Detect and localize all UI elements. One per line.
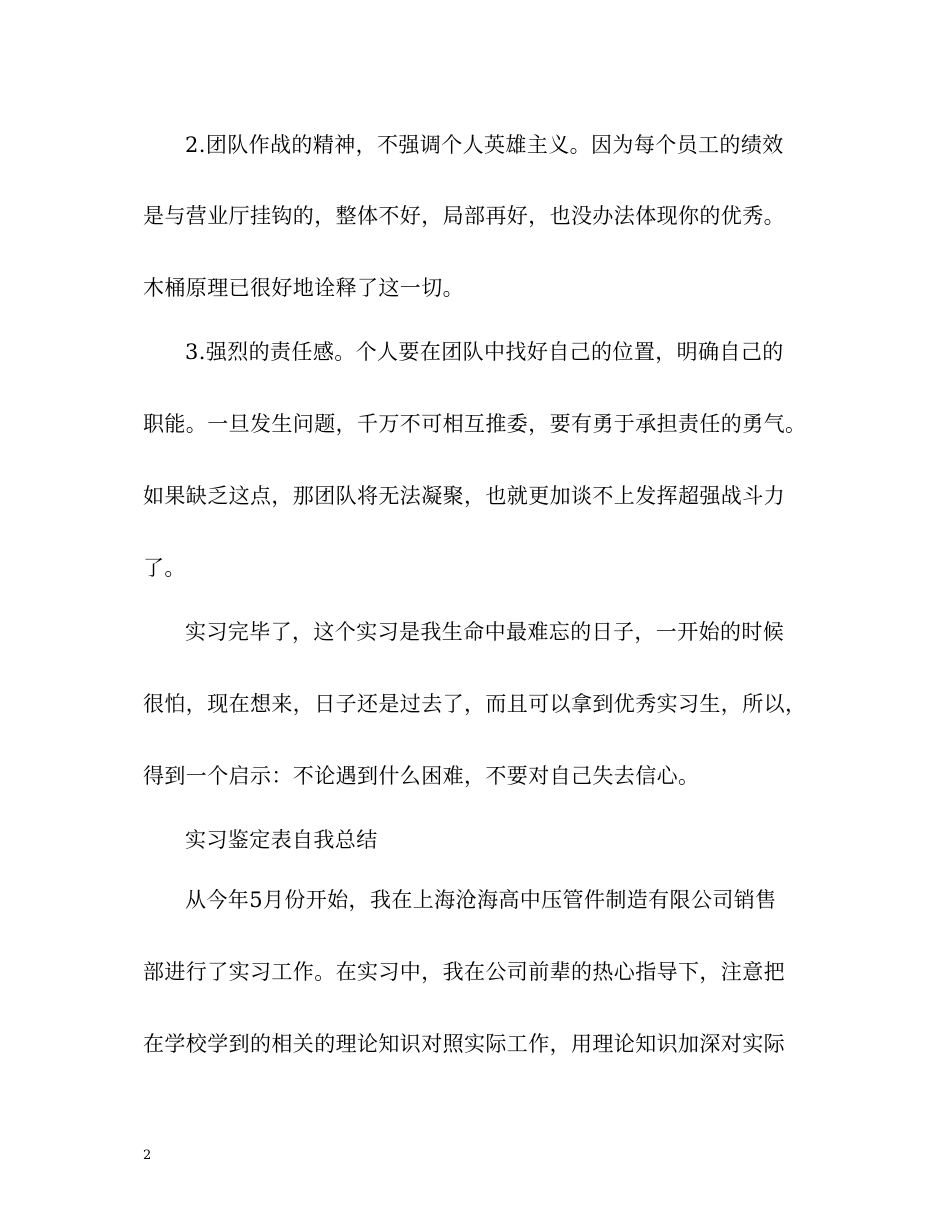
paragraph-conclusion-line-2: 很怕，现在想来，日子还是过去了，而且可以拿到优秀实习生，所以， (143, 692, 807, 716)
page-number: 2 (143, 1148, 152, 1163)
paragraph-responsibility-line-1: 3.强烈的责任感。个人要在团队中找好自己的位置，明确自己的 (185, 340, 784, 364)
paragraph-team-spirit-line-1: 2.团队作战的精神，不强调个人英雄主义。因为每个员工的绩效 (185, 133, 784, 157)
paragraph-internship-line-3: 在学校学到的相关的理论知识对照实际工作，用理论知识加深对实际 (143, 1032, 785, 1056)
paragraph-internship-line-2: 部进行了实习工作。在实习中，我在公司前辈的热心指导下，注意把 (143, 960, 785, 984)
paragraph-responsibility-line-2: 职能。一旦发生问题，千万不可相互推委，要有勇于承担责任的勇气。 (143, 412, 807, 436)
section-heading: 实习鉴定表自我总结 (185, 828, 378, 852)
paragraph-team-spirit-line-2: 是与营业厅挂钩的，整体不好，局部再好，也没办法体现你的优秀。 (143, 204, 785, 228)
paragraph-conclusion-line-1: 实习完毕了，这个实习是我生命中最难忘的日子，一开始的时候 (185, 620, 785, 644)
paragraph-team-spirit-line-3: 木桶原理已很好地诠释了这一切。 (143, 276, 464, 300)
paragraph-responsibility-line-3: 如果缺乏这点，那团队将无法凝聚，也就更加谈不上发挥超强战斗力 (143, 484, 785, 508)
paragraph-responsibility-line-4: 了。 (143, 556, 186, 580)
paragraph-internship-line-1: 从今年5月份开始，我在上海沧海高中压管件制造有限公司销售 (185, 888, 777, 912)
paragraph-conclusion-line-3: 得到一个启示：不论遇到什么困难，不要对自己失去信心。 (143, 764, 700, 788)
